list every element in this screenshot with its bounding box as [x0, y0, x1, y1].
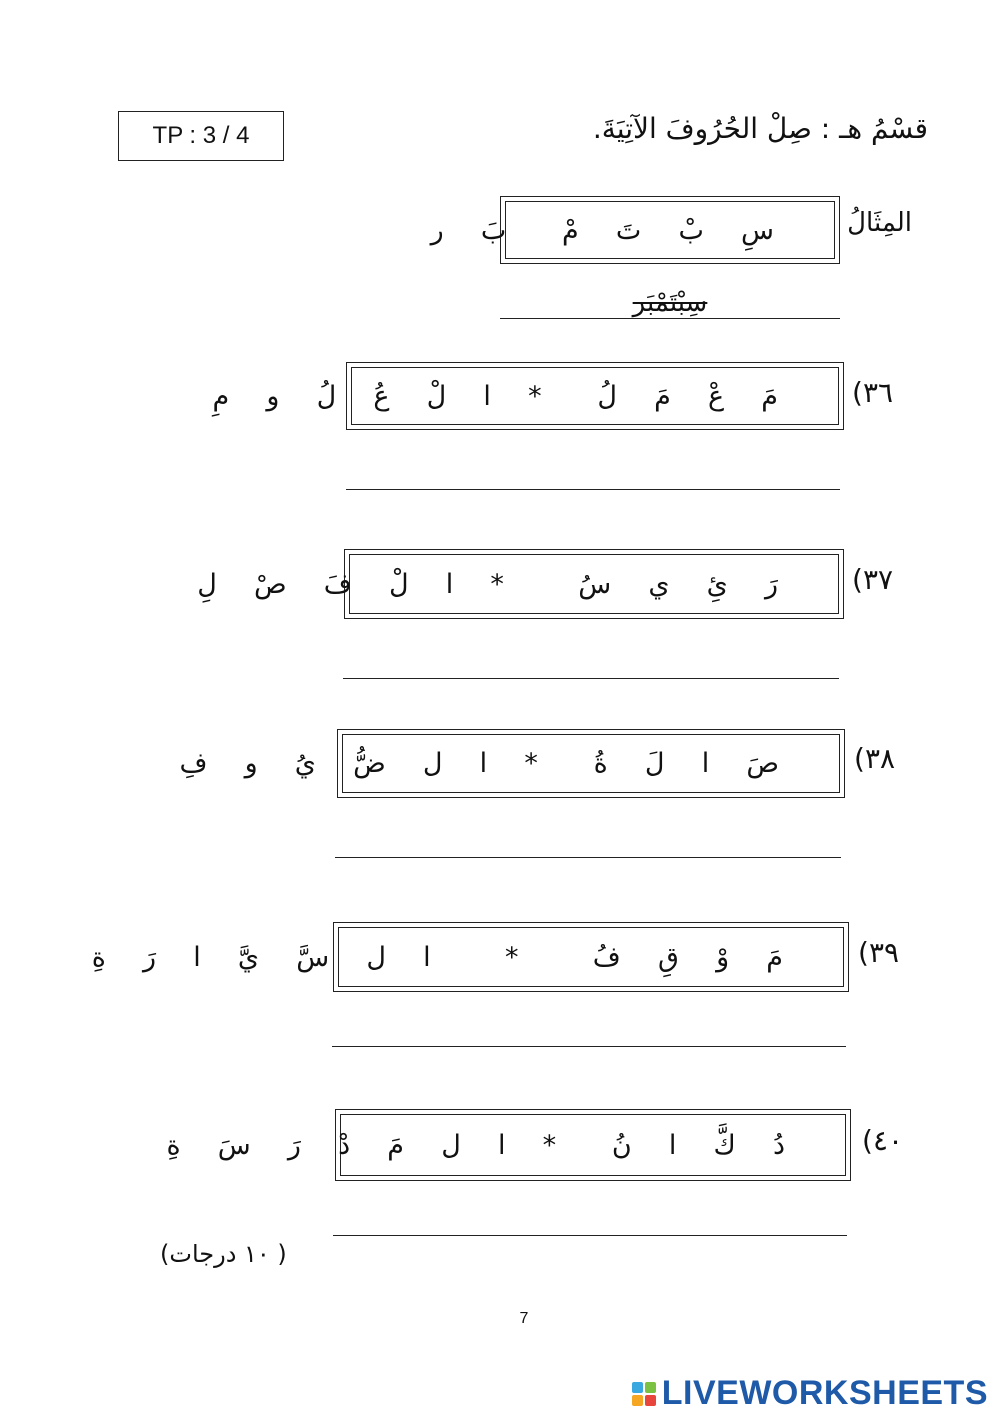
answer-line-36[interactable]: [346, 489, 840, 490]
question-number-39: ٣٩): [858, 936, 900, 969]
question-number-40: ٤٠): [862, 1124, 904, 1157]
letters-38: صَ ا لَ ةُ * ا ل ضُّ يُ و فِ: [342, 734, 840, 793]
letters-box-40: [166, 1109, 851, 1181]
letters-37: رَ ئِ ي سُ * ا لْ فَ صْ لِ: [349, 554, 839, 614]
letters-box-38: [179, 729, 845, 798]
question-number-38: ٣٨): [854, 742, 896, 775]
answer-line-38[interactable]: [335, 857, 841, 858]
answer-line-39[interactable]: [332, 1046, 846, 1047]
question-number-36: ٣٦): [852, 376, 894, 409]
letters-36: مَ عْ مَ لُ * ا لْ عُ لُ و مِ: [351, 367, 839, 425]
section-heading: قسْمُ هـ : صِلْ الحُرُوفَ الآتِيَةَ.: [592, 112, 928, 145]
answer-line-40[interactable]: [333, 1235, 847, 1236]
answer-line-37[interactable]: [343, 678, 839, 679]
liveworksheets-logo-text: LIVEWORKSHEETS: [661, 1374, 988, 1412]
letters-box-39: [91, 922, 849, 992]
example-answer-text: سِبْتَمْبَر: [632, 288, 708, 318]
letters-box-37: [197, 549, 844, 619]
letters-box-36: [212, 362, 844, 430]
letters-40: دُ كَّ ا نُ * ا ل مَ دْ رَ سَ ةِ: [340, 1114, 846, 1176]
example-answer-line: [500, 318, 840, 319]
question-number-37: ٣٧): [852, 563, 894, 596]
example-label: المِثَالُ: [847, 208, 912, 238]
tp-label-box: [118, 111, 284, 161]
page-number: 7: [519, 1310, 529, 1327]
example-answer: [500, 288, 840, 318]
letters-39: مَ وْ قِ فُ * ا ل سَّ يَّ ا رَ ةِ: [338, 927, 844, 987]
example-letters: سِ بْ تَ مْ بَ ر: [505, 201, 835, 259]
liveworksheets-logo: [632, 1374, 988, 1413]
example-letters-box: [430, 196, 840, 264]
marks-label: ( ١٠ درجات): [160, 1240, 287, 1268]
tp-label: TP : 3 / 4: [152, 122, 250, 149]
liveworksheets-logo-icon: [632, 1382, 656, 1406]
